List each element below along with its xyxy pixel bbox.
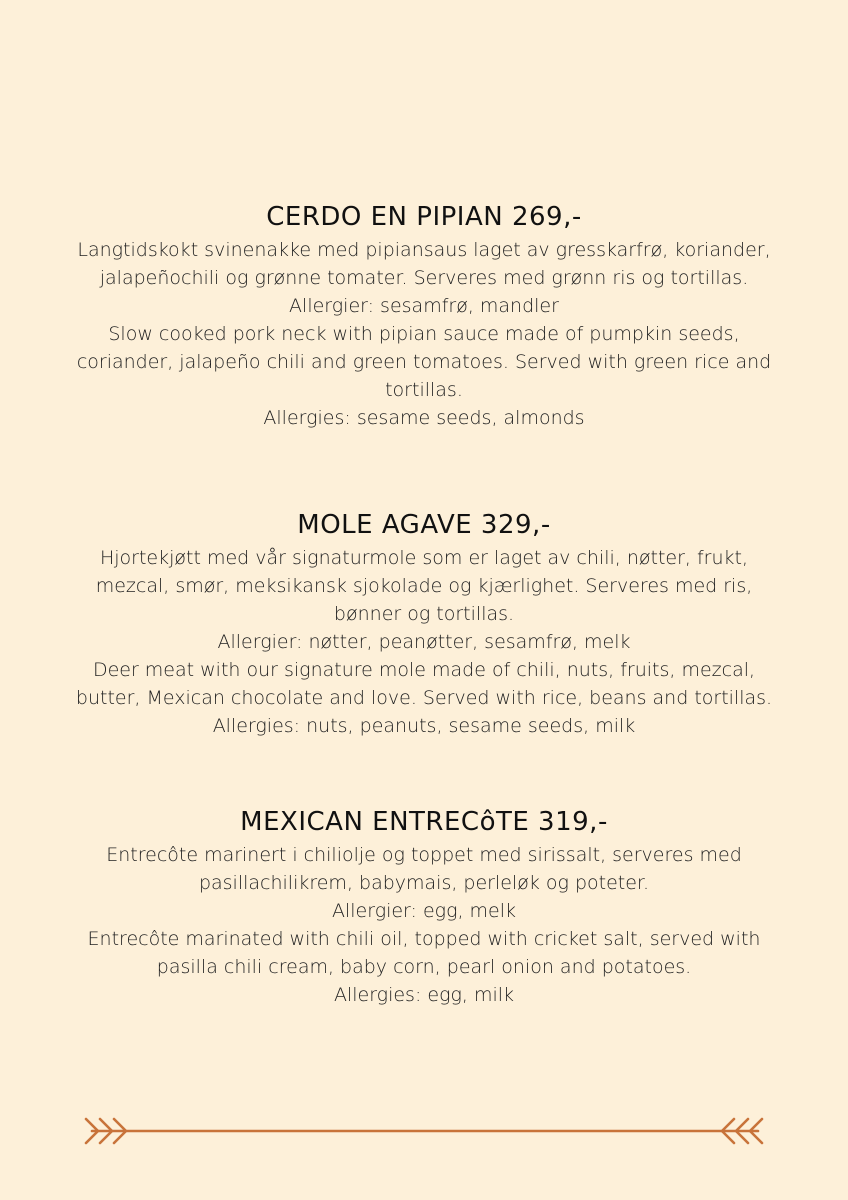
- menu-item-cerdo-en-pipian: [60, 200, 788, 432]
- dish-description-line: butter, Mexican chocolate and love. Served with rice, beans and tortillas.: [75, 687, 773, 709]
- dish-description-line: jalapeñochili og grønne tomater. Serveres med grønn ris og tortillas.: [99, 267, 749, 289]
- dish-description-line: Langtidskokt svinenakke med pipiansaus laget av gresskarfrø, koriander,: [77, 239, 771, 261]
- dish-allergens-en: Allergies: sesame seeds, almonds: [263, 407, 585, 429]
- dish-allergens-en: Allergies: egg, milk: [333, 984, 515, 1006]
- dish-description-line: Hjortekjøtt med vår signaturmole som er laget av chili, nøtter, frukt,: [99, 547, 749, 569]
- dish-allergens-no: Allergier: nøtter, peanøtter, sesamfrø, melk: [217, 631, 631, 653]
- menu-item-mexican-entrecote: [60, 805, 788, 1009]
- dish-title: MOLE AGAVE 329,-: [297, 510, 551, 540]
- dish-description-line: tortillas.: [385, 379, 463, 401]
- dish-description-line: pasilla chili cream, baby corn, pearl onion and potatoes.: [156, 956, 692, 978]
- dish-description-line: Entrecôte marinated with chili oil, topped with cricket salt, served with: [87, 928, 761, 950]
- dish-description-line: coriander, jalapeño chili and green tomatoes. Served with green rice and: [76, 351, 772, 373]
- dish-allergens-en: Allergies: nuts, peanuts, sesame seeds, milk: [212, 715, 636, 737]
- dish-allergens-no: Allergier: egg, melk: [331, 900, 517, 922]
- arrow-line-divider-icon: [84, 1115, 766, 1147]
- menu-item-mole-agave: [60, 508, 788, 740]
- dish-description-line: Deer meat with our signature mole made of chili, nuts, fruits, mezcal,: [92, 659, 756, 681]
- dish-description-line: Slow cooked pork neck with pipian sauce made of pumpkin seeds,: [108, 323, 740, 345]
- dish-title: MEXICAN ENTRECôTE 319,-: [240, 807, 608, 837]
- dish-title: CERDO EN PIPIAN 269,-: [266, 202, 582, 232]
- dish-description-line: bønner og tortillas.: [333, 603, 515, 625]
- dish-allergens-no: Allergier: sesamfrø, mandler: [289, 295, 559, 317]
- dish-description-line: pasillachilikrem, babymais, perleløk og poteter.: [198, 872, 650, 894]
- dish-description-line: Entrecôte marinert i chiliolje og toppet med sirissalt, serveres med: [106, 844, 742, 866]
- dish-description-line: mezcal, smør, meksikansk sjokolade og kjærlighet. Serveres med ris,: [95, 575, 753, 597]
